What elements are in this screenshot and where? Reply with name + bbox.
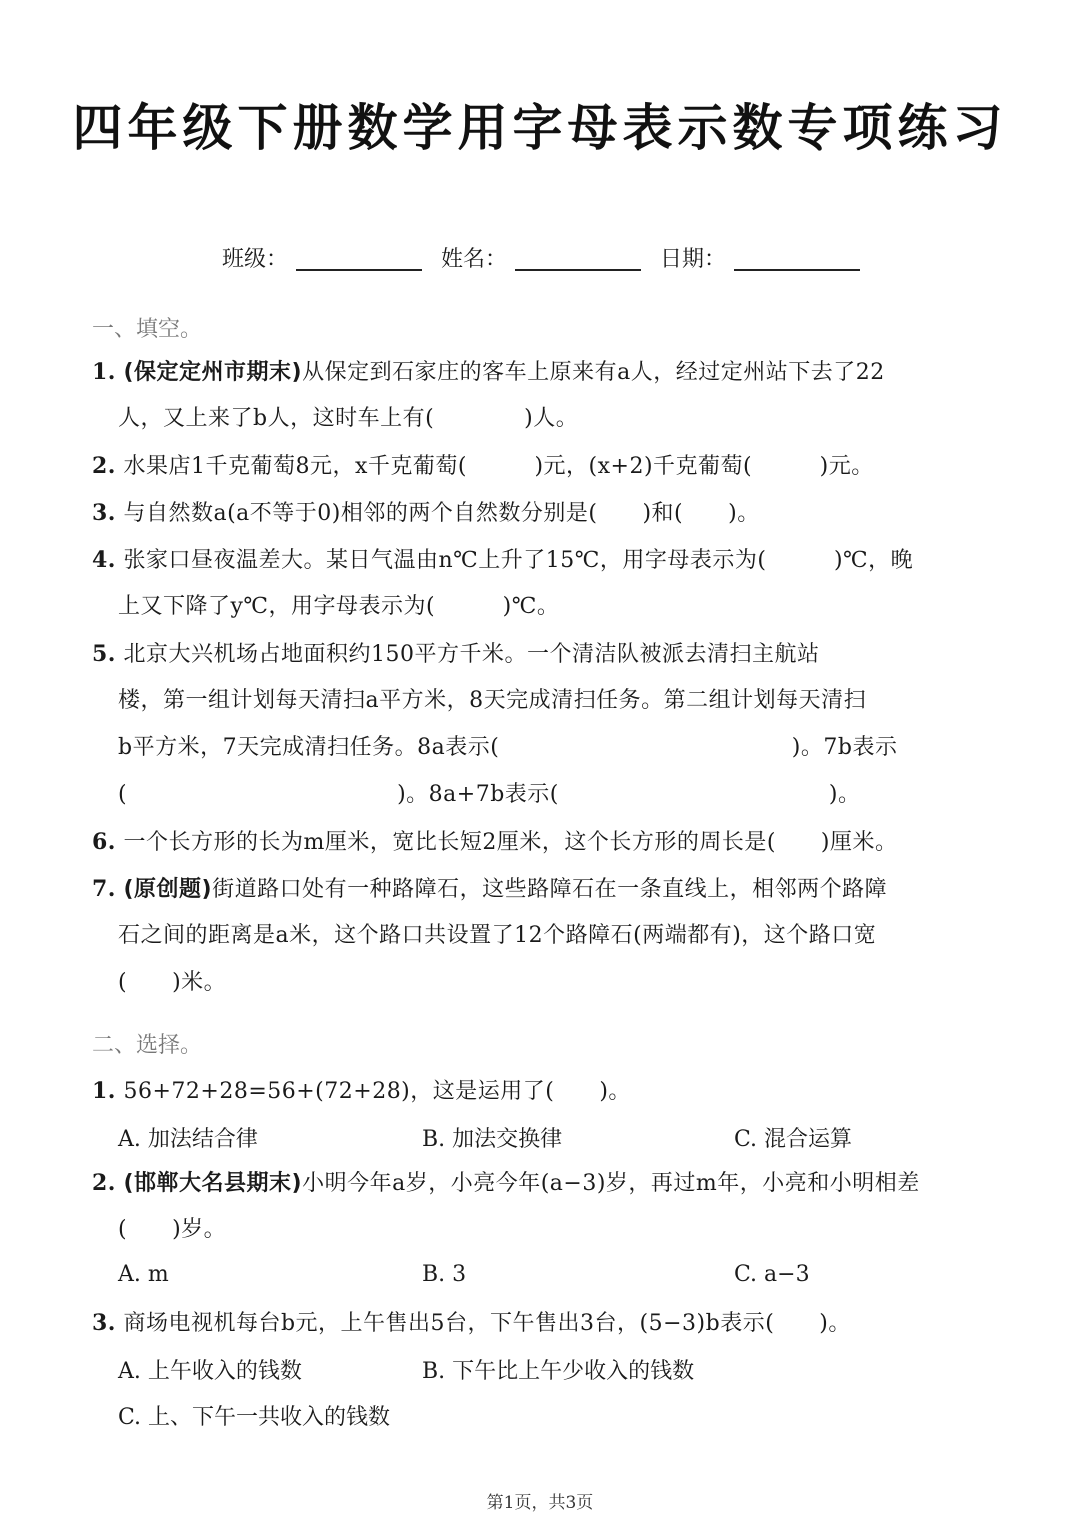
question-1-line-1 [92,357,885,388]
student-info-row [222,242,872,273]
choice-3-option-b[interactable]: B. 下午比上午少收入的钱数 [422,1359,695,1384]
choice-3-option-c[interactable]: C. 上、下午一共收入的钱数 [118,1405,391,1430]
name-blank[interactable] [515,247,641,271]
choice-1-option-a[interactable]: A. 加法结合律 [118,1127,258,1152]
choice-2-line-1 [92,1168,920,1199]
name-label: 姓名： [441,247,508,272]
class-label: 班级： [222,247,289,272]
question-text: 商场电视机每台b元，上午售出5台，下午售出3台，(5−3)b表示( )。 [123,1311,851,1336]
question-5-line-2: 楼，第一组计划每天清扫a平方米，8天完成清扫任务。第二组计划每天清扫 [118,688,867,713]
question-source: (保定定州市期末) [123,360,303,385]
question-text: 一个长方形的长为m厘米，宽比长短2厘米，这个长方形的周长是( )厘米。 [123,830,898,855]
choice-1-option-c[interactable]: C. 混合运算 [734,1127,853,1152]
choice-2-option-c[interactable]: C. a−3 [734,1262,810,1287]
question-text: 从保定到石家庄的客车上原来有a人，经过定州站下去了22 [302,360,885,385]
question-text: 街道路口处有一种路障石，这些路障石在一条直线上，相邻两个路障 [212,877,888,902]
choice-2-line-2: ( )岁。 [118,1217,227,1242]
question-number: 3. [92,1310,116,1336]
page-footer: 第1页，共3页 [486,1493,594,1513]
class-blank[interactable] [296,247,422,271]
question-7-line-1 [92,874,887,905]
page-title: 四年级下册数学用字母表示数专项练习 [72,99,1008,157]
question-number: 1. [92,1078,116,1104]
question-4-line-1 [92,545,913,576]
question-text: 北京大兴机场占地面积约150平方千米。一个清洁队被派去清扫主航站 [123,642,820,667]
question-number: 2. [92,1170,116,1196]
question-number: 5. [92,641,116,667]
choice-3-line-1 [92,1308,851,1339]
question-6-line-1 [92,827,898,858]
question-number: 2. [92,453,116,479]
question-7-line-3: ( )米。 [118,970,227,995]
section-heading-fill-blank: 一、填空。 [92,317,203,342]
question-number: 1. [92,359,116,385]
question-text: 小明今年a岁，小亮今年(a−3)岁，再过m年，小亮和小明相差 [302,1171,920,1196]
question-text: 水果店1千克葡萄8元，x千克葡萄( )元，(x+2)千克葡萄( )元。 [123,454,874,479]
question-3-line-1 [92,498,760,529]
question-5-line-4: ( )。8a+7b表示( )。 [118,782,861,807]
choice-3-option-a[interactable]: A. 上午收入的钱数 [118,1359,302,1384]
question-number: 3. [92,500,116,526]
question-number: 6. [92,829,116,855]
question-text: 张家口昼夜温差大。某日气温由n℃上升了15℃，用字母表示为( )℃，晚 [123,548,914,573]
choice-2-option-a[interactable]: A. m [118,1262,169,1287]
date-blank[interactable] [734,247,860,271]
section-heading-choice: 二、选择。 [92,1033,203,1058]
question-source: (原创题) [123,877,213,902]
question-4-line-2: 上又下降了y℃，用字母表示为( )℃。 [118,594,560,619]
choice-1-line-1 [92,1076,631,1107]
date-label: 日期： [660,247,727,272]
choice-2-option-b[interactable]: B. 3 [422,1262,467,1287]
question-1-line-2: 人，又上来了b人，这时车上有( )人。 [118,406,579,431]
question-7-line-2: 石之间的距离是a米，这个路口共设置了12个路障石(两端都有)，这个路口宽 [118,923,877,948]
question-5-line-1 [92,639,819,670]
question-text: 与自然数a(a不等于0)相邻的两个自然数分别是( )和( )。 [123,501,760,526]
question-text: 56+72+28=56+(72+28)，这是运用了( )。 [123,1079,631,1104]
question-5-line-3: b平方米，7天完成清扫任务。8a表示( )。7b表示 [118,735,898,760]
question-number: 4. [92,547,116,573]
question-number: 7. [92,876,116,902]
question-source: (邯郸大名县期末) [123,1171,303,1196]
choice-1-option-b[interactable]: B. 加法交换律 [422,1127,563,1152]
question-2-line-1 [92,451,874,482]
